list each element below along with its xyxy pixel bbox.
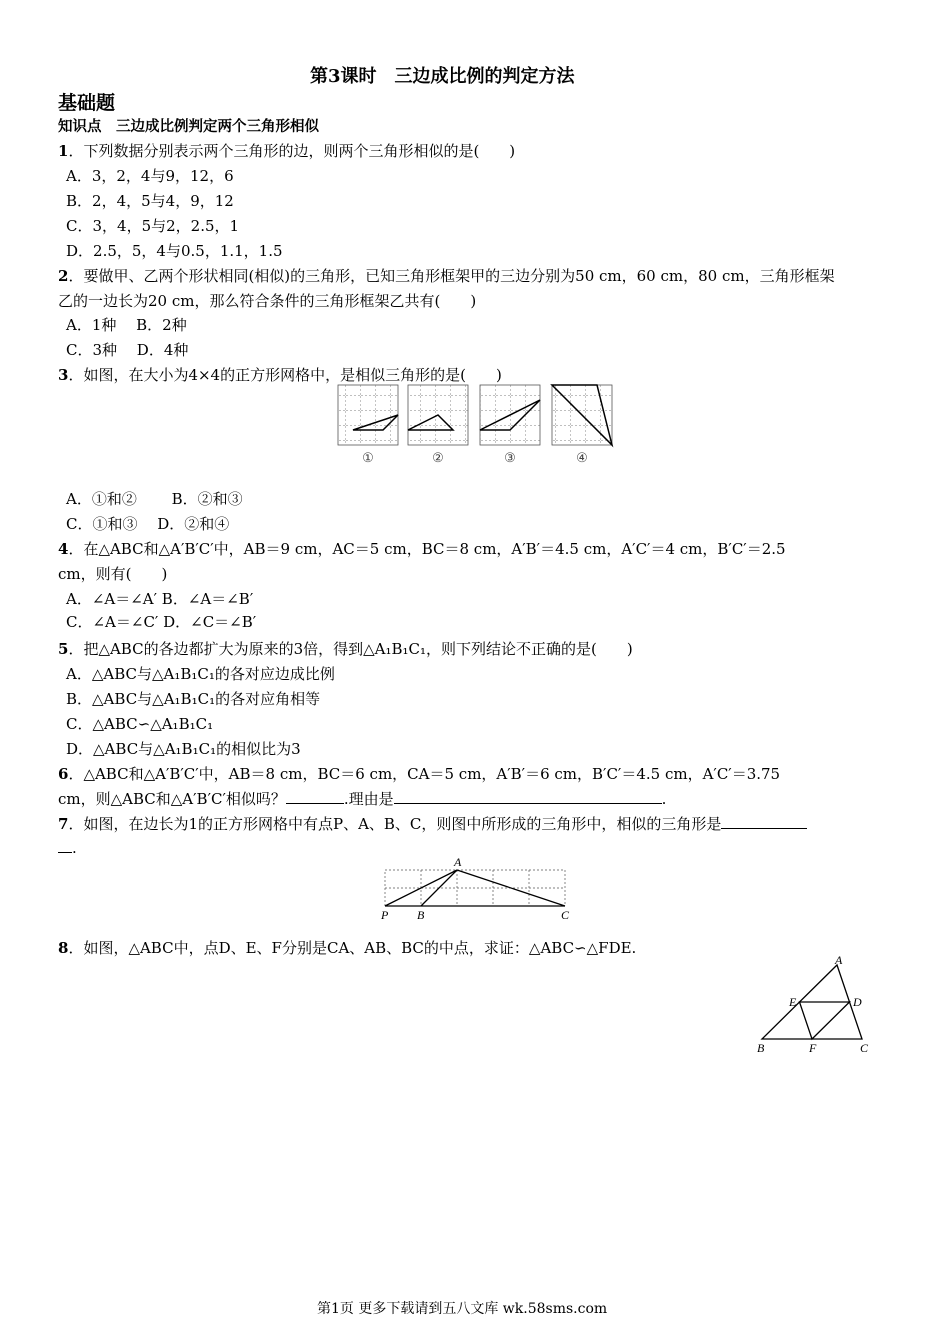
question-6: [58, 763, 780, 784]
q2-number: 2: [58, 267, 69, 285]
question-5: [58, 638, 633, 659]
page-title: 第3课时 三边成比例的判定方法: [310, 66, 575, 87]
q4-line1: ．在△ABC和△A′B′C′中，AB＝9 cm，AC＝5 cm，BC＝8 cm，A′B′＝4.5 cm，A′C′＝4 cm，B′C′＝2.5: [68, 540, 786, 558]
q3-figure-3: [480, 385, 540, 445]
q7-answer-blank[interactable]: [721, 814, 807, 829]
q5-option-d: D．△ABC与△A₁B₁C₁的相似比为3: [66, 740, 301, 758]
q7-figure: [375, 852, 580, 922]
q7-line2: [58, 838, 77, 857]
q6-answer-blank[interactable]: [286, 789, 344, 804]
q1-option-d: D．2.5，5，4与0.5，1.1，1.5: [66, 242, 283, 260]
q1-stem: ．下列数据分别表示两个三角形的边，则两个三角形相似的是( ): [68, 142, 516, 160]
q7-point-c: C: [561, 908, 570, 922]
q2-line2: 乙的一边长为20 cm，那么符合条件的三角形框架乙共有( ): [58, 292, 477, 310]
question-8: [58, 937, 636, 958]
q7-point-b: B: [417, 908, 425, 922]
q3-figure-4: [552, 385, 612, 445]
q8-point-e: E: [789, 995, 797, 1009]
question-7: [58, 813, 807, 834]
q6-reason-blank[interactable]: [394, 789, 662, 804]
q4-line2: cm，则有( ): [58, 565, 168, 583]
q5-stem: ．把△ABC的各边都扩大为原来的3倍，得到△A₁B₁C₁，则下列结论不正确的是( ): [68, 640, 633, 658]
q1-option-c: C．3，4，5与2，2.5，1: [66, 217, 240, 235]
q8-number: 8: [58, 939, 69, 957]
q8-point-a: A: [835, 953, 843, 967]
q4-number: 4: [58, 540, 69, 558]
q7-point-a: A: [454, 855, 462, 869]
q3-figure-1: [338, 385, 398, 445]
q2-options-ab: A．1种 B．2种: [66, 316, 187, 334]
q8-point-c: C: [860, 1041, 869, 1055]
q7-number: 7: [58, 815, 69, 833]
q2-line1: ．要做甲、乙两个形状相同(相似)的三角形，已知三角形框架甲的三边分别为50 cm，60 cm，80 cm，三角形框架: [68, 267, 835, 285]
q7-answer-blank-cont[interactable]: [58, 838, 72, 853]
q8-point-b: B: [757, 1041, 765, 1055]
question-4: [58, 538, 786, 559]
q7-point-p: P: [381, 908, 389, 922]
q8-point-f: F: [809, 1041, 817, 1055]
q1-option-a: A．3，2，4与9，12，6: [66, 167, 234, 185]
q5-number: 5: [58, 640, 69, 658]
q6-line2-prefix: cm，则△ABC和△A′B′C′相似吗？: [58, 790, 286, 808]
q4-options-ab: A．∠A＝∠A′ B．∠A＝∠B′: [66, 590, 254, 608]
q7-end: .: [72, 839, 77, 857]
q3-label-4: ④: [576, 450, 588, 465]
q8-figure: [752, 952, 882, 1057]
q2-options-cd: C．3种 D．4种: [66, 341, 189, 359]
q8-stem: ．如图，△ABC中，点D、E、F分别是CA、AB、BC的中点，求证：△ABC∽△FDE.: [68, 939, 637, 957]
question-1: [58, 140, 515, 161]
page-footer: 第1页 更多下载请到五八文库 wk.58sms.com: [317, 1301, 608, 1317]
q6-line1: ．△ABC和△A′B′C′中，AB＝8 cm，BC＝6 cm，CA＝5 cm，A′B′＝6 cm，B′C′＝4.5 cm，A′C′＝3.75: [68, 765, 781, 783]
q1-option-b: B．2，4，5与4，9，12: [66, 192, 234, 210]
q3-stem: ．如图，在大小为4×4的正方形网格中，是相似三角形的是( ): [68, 366, 502, 384]
q6-number: 6: [58, 765, 69, 783]
q5-option-a: A．△ABC与△A₁B₁C₁的各对应边成比例: [66, 665, 335, 683]
q4-options-cd: C．∠A＝∠C′ D．∠C＝∠B′: [66, 613, 257, 631]
question-2: [58, 265, 835, 286]
q3-label-1: ①: [362, 450, 374, 465]
q3-grid-figures: [330, 380, 620, 470]
q6-line2-reason: .理由是: [343, 790, 394, 808]
q5-option-c: C．△ABC∽△A₁B₁C₁: [66, 715, 214, 733]
q8-triangle: [762, 965, 862, 1039]
section-heading: 基础题: [58, 92, 116, 114]
q3-label-3: ③: [504, 450, 516, 465]
q3-label-2: ②: [432, 450, 444, 465]
q3-number: 3: [58, 366, 69, 384]
q7-stem: ．如图，在边长为1的正方形网格中有点P、A、B、C，则图中所形成的三角形中，相似的三角形是: [68, 815, 722, 833]
q6-line2: [58, 788, 666, 809]
q3-options-ab: A．①和② B．②和③: [66, 490, 243, 508]
subsection-heading: 知识点 三边成比例判定两个三角形相似: [58, 119, 319, 135]
q3-figure-2: [408, 385, 468, 445]
q3-options-cd: C．①和③ D．②和④: [66, 515, 230, 533]
q8-point-d: D: [853, 995, 862, 1009]
q5-option-b: B．△ABC与△A₁B₁C₁的各对应角相等: [66, 690, 321, 708]
q6-line2-end: .: [661, 790, 667, 808]
q1-number: 1: [58, 142, 69, 160]
